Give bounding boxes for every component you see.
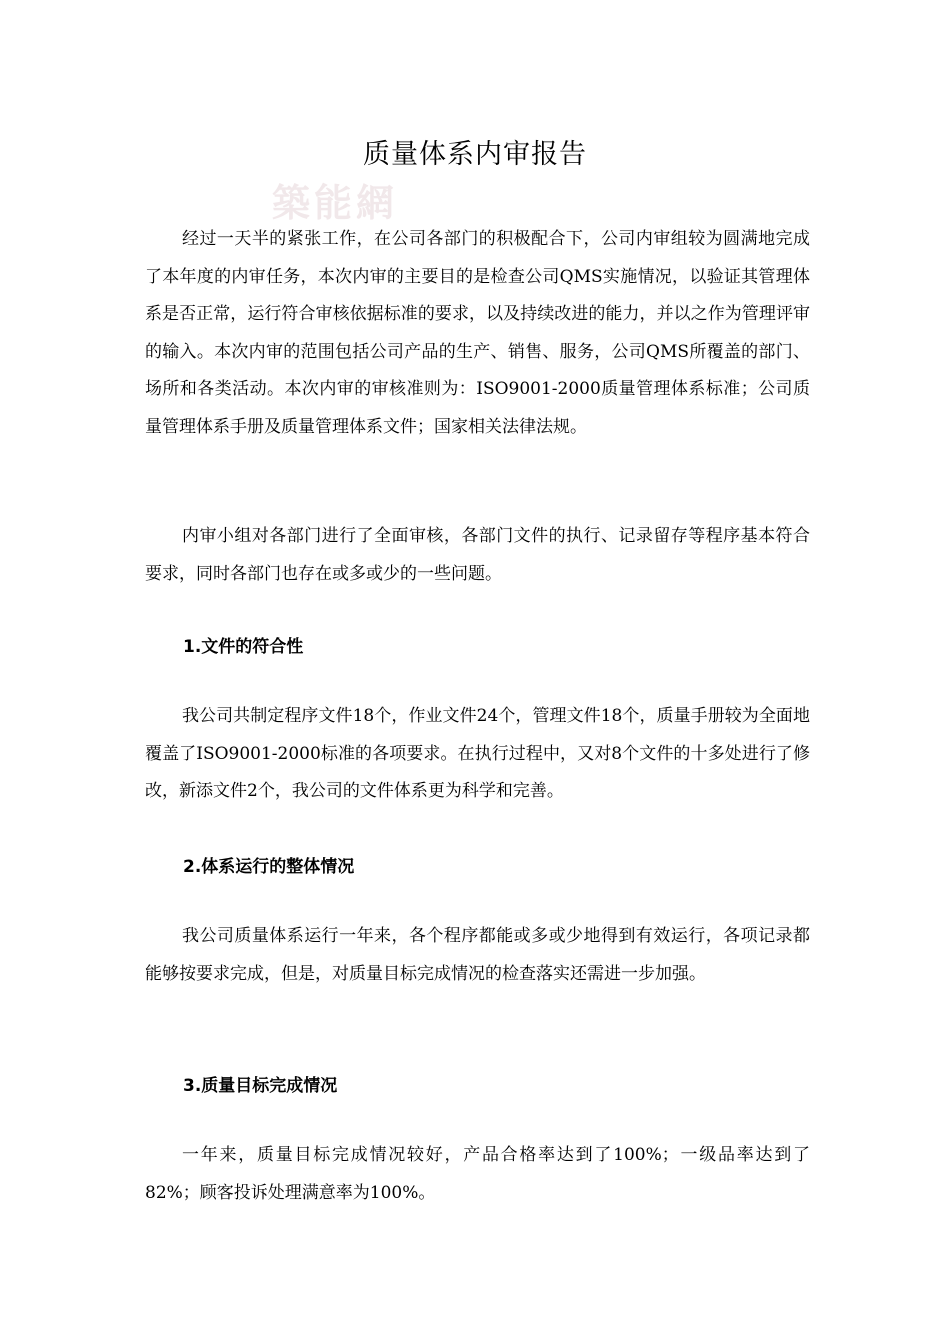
summary-paragraph: 内审小组对各部门进行了全面审核，各部门文件的执行、记录留存等程序基本符合要求，同时各部门也存在或多或少的一些问题。 bbox=[145, 526, 810, 584]
watermark-logo: 築能網 bbox=[272, 180, 399, 225]
document-title: 质量体系内审报告 bbox=[363, 139, 587, 170]
section-heading-quality-goals: 3.质量目标完成情况 bbox=[183, 1076, 338, 1096]
section-heading-operation: 2.体系运行的整体情况 bbox=[183, 857, 355, 877]
section-heading-documents: 1.文件的符合性 bbox=[183, 637, 304, 657]
section-text-quality-goals: 一年来，质量目标完成情况较好，产品合格率达到了100%；一级品率达到了82%；顾客投诉处理满意率为100%。 bbox=[145, 1145, 810, 1203]
intro-paragraph: 经过一天半的紧张工作，在公司各部门的积极配合下，公司内审组较为圆满地完成了本年度的内审任务，本次内审的主要目的是检查公司QMS实施情况，以验证其管理体系是否正常，运行符合审核依据标准的要求，以及持续改进的能力，并以之作为管理评审的输入。本次内审的范围包括公司产品的生产、销售、服务，公司QMS所覆盖的部门、场所和各类活动。本次内审的审核准则为：ISO9001-2000质量管理体系标准；公司质量管理体系手册及质量管理体系文件；国家相关法律法规。 bbox=[145, 229, 810, 437]
section-text-documents: 我公司共制定程序文件18个，作业文件24个，管理文件18个，质量手册较为全面地覆盖了ISO9001-2000标准的各项要求。在执行过程中，又对8个文件的十多处进行了修改，新添文件2个，我公司的文件体系更为科学和完善。 bbox=[145, 706, 810, 801]
section-text-operation: 我公司质量体系运行一年来，各个程序都能或多或少地得到有效运行，各项记录都能够按要求完成，但是，对质量目标完成情况的检查落实还需进一步加强。 bbox=[145, 926, 810, 984]
